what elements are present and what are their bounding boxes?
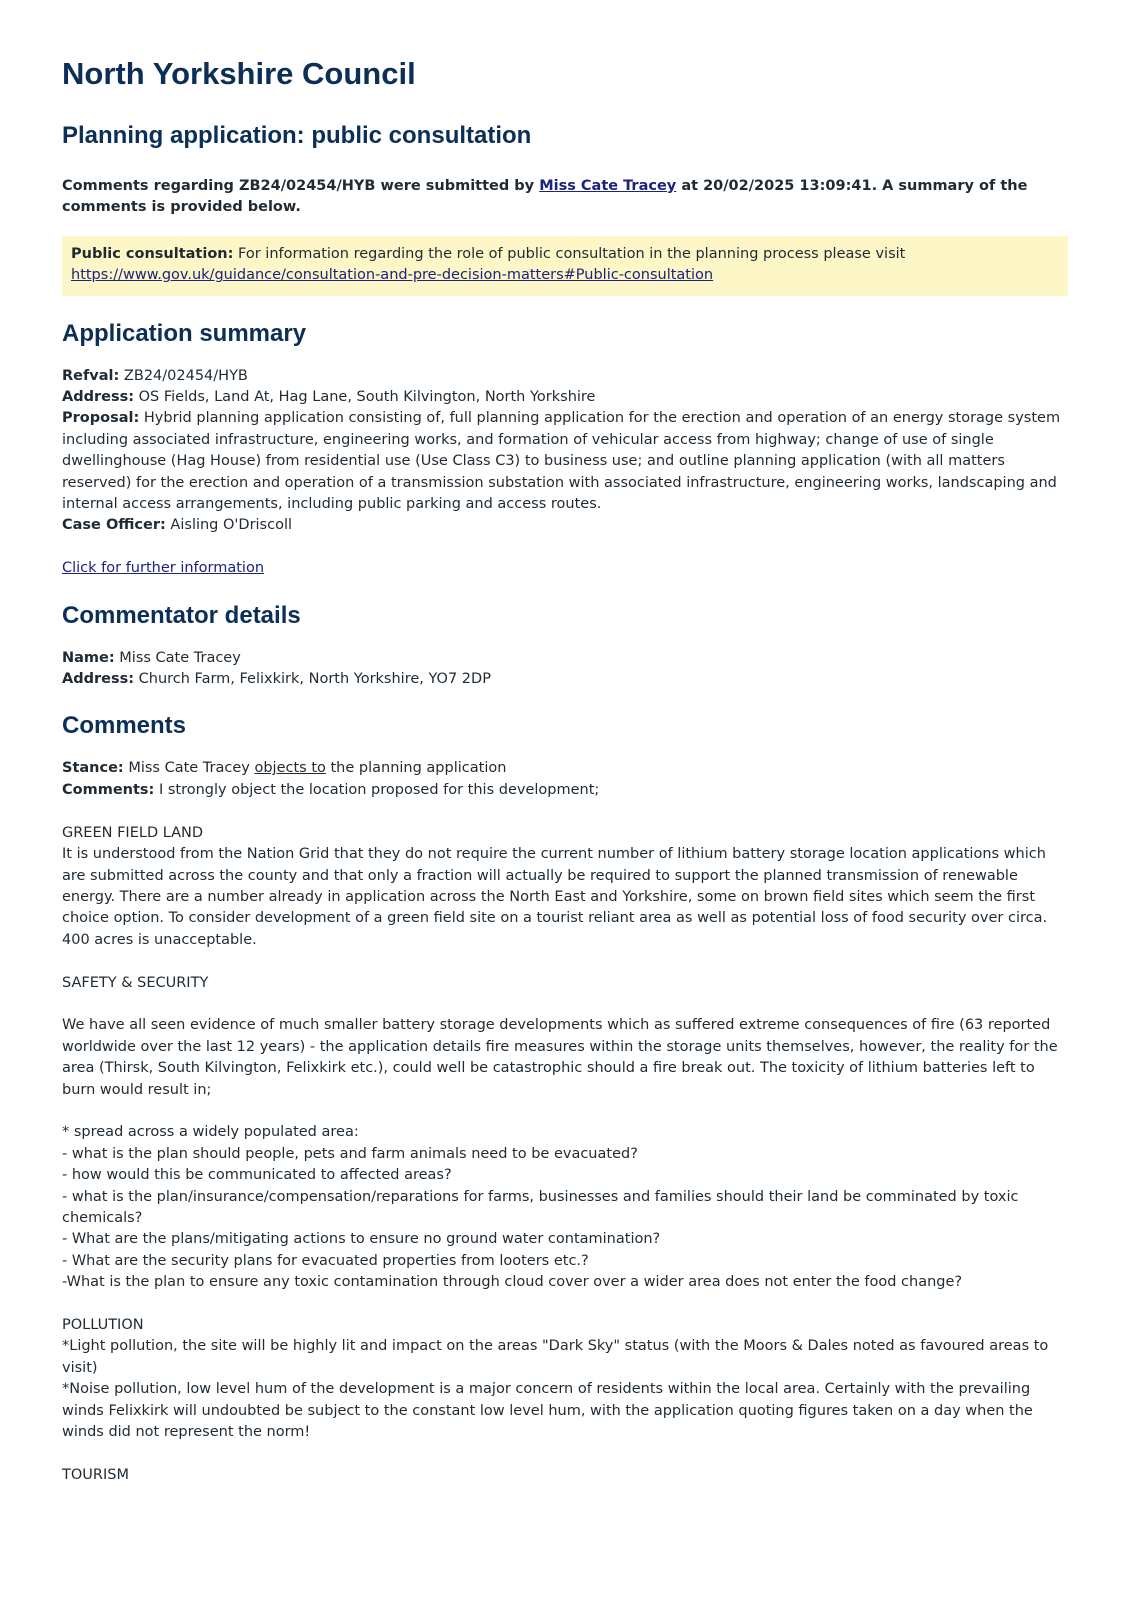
application-summary-heading: Application summary — [62, 319, 307, 347]
list-item: - what is the plan/insurance/compensation/reparations for farms, businesses and families should their land be comminated by toxic chemicals? — [62, 1188, 1019, 1226]
safety-heading: SAFETY & SECURITY — [62, 974, 209, 991]
name-value: Miss Cate Tracey — [114, 649, 241, 666]
address-label: Address: — [62, 389, 135, 406]
comments-label: Comments: — [62, 781, 155, 798]
list-item: -What is the plan to ensure any toxic contamination through cloud cover over a wider area does not enter the food change? — [62, 1274, 963, 1291]
pollution-heading: POLLUTION — [62, 1316, 144, 1333]
list-item: - What are the plans/mitigating actions to ensure no ground water contamination? — [62, 1231, 661, 1248]
comments-heading: Comments — [62, 712, 187, 740]
case-officer-label: Case Officer: — [62, 517, 166, 534]
refval-label: Refval: — [62, 367, 120, 384]
list-item: - what is the plan should people, pets and farm animals need to be evacuated? — [62, 1145, 638, 1162]
list-item: * spread across a widely populated area: — [62, 1124, 359, 1141]
tourism-heading: TOURISM — [62, 1466, 129, 1483]
proposal-line — [62, 408, 1068, 515]
commentator-address-value: Church Farm, Felixkirk, North Yorkshire, YO7 2DP — [134, 671, 491, 688]
safety-text: We have all seen evidence of much smaller battery storage developments which as suffered extreme consequences of fire (63 reported worldwide over the last 12 years) - the application details fire measures within the storage units themselves, however, the reality for the area (Thirsk, South Kilvington, Felixkirk etc.), could well be catastrophic should a fire break out. The toxicity of lithium batteries left to burn would result in; — [62, 1017, 1058, 1098]
stance-line — [62, 758, 1068, 779]
commentator-heading: Commentator details — [62, 601, 301, 629]
refval-value: ZB24/02454/HYB — [119, 367, 248, 384]
light-pollution-text: *Light pollution, the site will be highly lit and impact on the areas "Dark Sky" status (with the Moors & Dales noted as favoured areas to visit) — [62, 1338, 1049, 1376]
notice-text: For information regarding the role of public consultation in the planning process please visit — [233, 245, 906, 262]
green-field-text: It is understood from the Nation Grid that they do not require the current number of lithium battery storage location applications which are submitted across the county and that only a fraction will actually be required to support the planned transmission of renewable energy. There are a number already in application across the North East and Yorkshire, some on brown field sites which seem the first choice option. To consider development of a green field site on a tourist reliant area as well as potential loss of food security over circa. 400 acres is unacceptable. — [62, 846, 1048, 948]
list-item: - how would this be communicated to affected areas? — [62, 1167, 452, 1184]
consultation-guidance-link[interactable]: https://www.gov.uk/guidance/consultation-and-pre-decision-matters#Public-consultation — [71, 267, 714, 284]
address-value: OS Fields, Land At, Hag Lane, South Kilvington, North Yorkshire — [134, 389, 596, 406]
application-summary — [62, 366, 1068, 580]
case-officer-value: Aisling O'Driscoll — [165, 517, 293, 534]
address-line — [62, 387, 1068, 408]
stance-prefix: Miss Cate Tracey — [123, 760, 255, 777]
comments-body — [62, 758, 1068, 1486]
proposal-value: Hybrid planning application consisting of, full planning application for the erection and operation of an energy storage system including associated infrastructure, engineering works, and formation of vehicular access from highway; change of use of single dwellinghouse (Hag House) from residential use (Use Class C3) to business use; and outline planning application (with all matters reserved) for the erection and operation of a transmission substation with associated infrastructure, engineering works, landscaping and internal access arrangements, including public parking and access routes. — [62, 410, 1061, 513]
list-item: - What are the security plans for evacuated properties from looters etc.? — [62, 1252, 589, 1269]
commentator-address-line — [62, 669, 1068, 690]
comments-intro: I strongly object the location proposed for this development; — [154, 781, 600, 798]
refval-line — [62, 366, 1068, 387]
further-information-link[interactable]: Click for further information — [62, 560, 265, 577]
green-field-heading: GREEN FIELD LAND — [62, 824, 204, 841]
commenter-link[interactable]: Miss Cate Tracey — [539, 178, 677, 194]
name-label: Name: — [62, 649, 115, 666]
notice-label: Public consultation: — [71, 245, 234, 262]
case-officer-line — [62, 515, 1068, 536]
commentator-address-label: Address: — [62, 671, 135, 688]
intro-text — [62, 176, 1068, 219]
commentator-name-line — [62, 648, 1068, 669]
stance-link[interactable]: objects to — [254, 760, 326, 777]
comments-line — [62, 780, 1068, 801]
page-title: Planning application: public consultation — [62, 122, 532, 149]
commentator-details — [62, 648, 1068, 691]
intro-prefix: Comments regarding ZB24/02454/HYB were submitted by — [62, 178, 540, 194]
public-consultation-notice — [62, 236, 1068, 296]
stance-label: Stance: — [62, 760, 124, 777]
org-title: North Yorkshire Council — [62, 56, 416, 91]
proposal-label: Proposal: — [62, 410, 140, 427]
noise-pollution-text: *Noise pollution, low level hum of the development is a major concern of residents within the local area. Certainly with the prevailing winds Felixkirk will undoubted be subject to the constant low level hum, with the application quoting figures taken on a day when the winds did not represent the norm! — [62, 1381, 1033, 1440]
intro-suffix: at 20/02/2025 13:09:41. A summary of the comments is provided below. — [62, 178, 1028, 216]
stance-suffix: the planning application — [325, 760, 507, 777]
